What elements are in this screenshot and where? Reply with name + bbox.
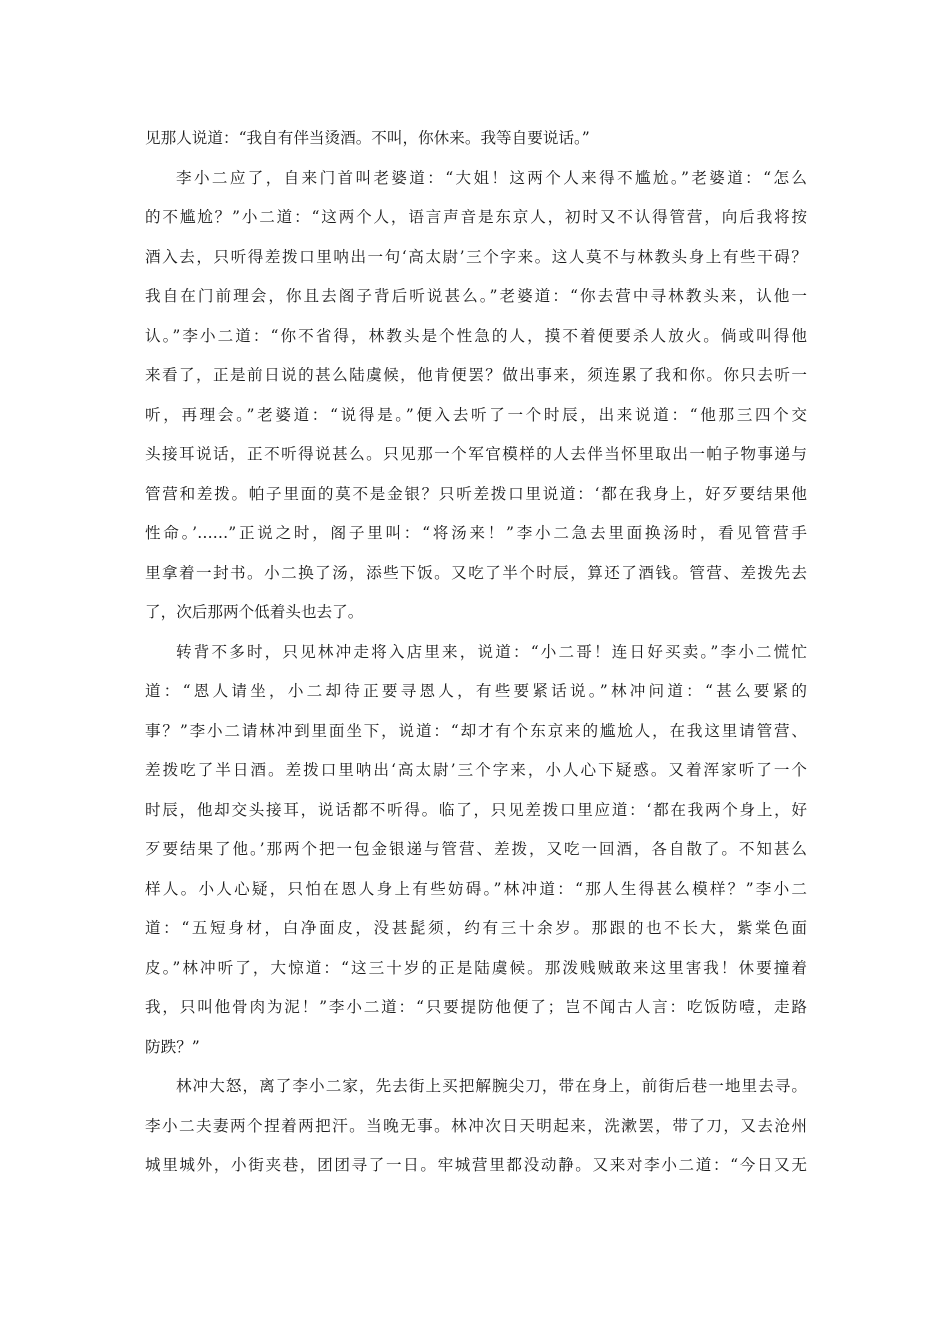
text-line: 了，次后那两个低着头也去了。 [145,603,364,621]
text-line: 道：“恩人请坐，小二却待正要寻恩人，有些要紧话说。”林冲问道：“甚么要紧的 [145,682,807,700]
text-line: 差拨吃了半日酒。差拨口里呐出‘高太尉’三个字来，小人心下疑惑。又着浑家听了一个 [145,761,807,779]
text-line: 性命。’……”正说之时，阁子里叫：“将汤来！”李小二急去里面换汤时，看见管营手 [145,524,807,542]
text-line: 的不尴尬？”小二道：“这两个人，语言声音是东京人，初时又不认得管营，向后我将按 [145,208,807,226]
text-line: 林冲大怒，离了李小二家，先去街上买把解腕尖刀，带在身上，前街后巷一地里去寻。 [176,1077,807,1095]
text-line: 歹要结果了他。’那两个把一包金银递与管营、差拨，又吃一回酒，各自散了。不知甚么 [145,840,807,858]
text-line: 李小二夫妻两个捏着两把汗。当晚无事。林冲次日天明起来，洗漱罢，带了刀，又去沧州 [145,1116,807,1135]
text-line: 李小二应了，自来门首叫老婆道：“大姐！这两个人来得不尴尬。”老婆道：“怎么 [176,168,807,187]
document-body [145,119,807,1186]
text-line: 时辰，他却交头接耳，说话都不听得。临了，只见差拨口里应道：‘都在我两个身上，好 [145,800,807,819]
text-line: 头接耳说话，正不听得说甚么。只见那一个军官模样的人去伴当怀里取出一帕子物事递与 [145,445,807,463]
text-line: 道：“五短身材，白净面皮，没甚髭须，约有三十余岁。那跟的也不长大，紫棠色面 [145,919,807,937]
text-line: 我，只叫他骨肉为泥！”李小二道：“只要提防他便了；岂不闻古人言：吃饭防噎，走路 [145,998,807,1016]
text-line: 酒入去，只听得差拨口里呐出一句‘高太尉’三个字来。这人莫不与林教头身上有些干碍？ [145,247,807,266]
text-line: 我自在门前理会，你且去阁子背后听说甚么。”老婆道：“你去营中寻林教头来，认他一 [145,287,807,305]
text-line: 转背不多时，只见林冲走将入店里来，说道：“小二哥！连日好买卖。”李小二慌忙 [176,642,807,661]
text-line: 事？”李小二请林冲到里面坐下，说道：“却才有个东京来的尴尬人，在我这里请管营、 [145,721,807,740]
text-line: 听，再理会。”老婆道：“说得是。”便入去听了一个时辰，出来说道：“他那三四个交 [145,405,807,424]
text-line: 皮。”林冲听了，大惊道：“这三十岁的正是陆虞候。那泼贱贼敢来这里害我！休要撞着 [145,958,807,977]
text-line: 防跌？” [145,1037,200,1056]
text-line: 里拿着一封书。小二换了汤，添些下饭。又吃了半个时辰，算还了酒钱。管营、差拨先去 [145,563,807,582]
text-line: 来看了，正是前日说的甚么陆虞候，他肯便罢？做出事来，须连累了我和你。你只去听一 [145,366,807,384]
text-line: 管营和差拨。帕子里面的莫不是金银？只听差拨口里说道：‘都在我身上，好歹要结果他 [145,484,807,503]
text-line: 见那人说道：“我自有伴当烫酒。不叫，你休来。我等自要说话。” [145,129,590,147]
text-line: 样人。小人心疑，只怕在恩人身上有些妨碍。”林冲道：“那人生得甚么模样？”李小二 [145,879,807,898]
text-line: 认。”李小二道：“你不省得，林教头是个性急的人，摸不着便要杀人放火。倘或叫得他 [145,326,807,345]
text-line: 城里城外，小街夹巷，团团寻了一日。牢城营里都没动静。又来对李小二道：“今日又无 [145,1156,807,1174]
